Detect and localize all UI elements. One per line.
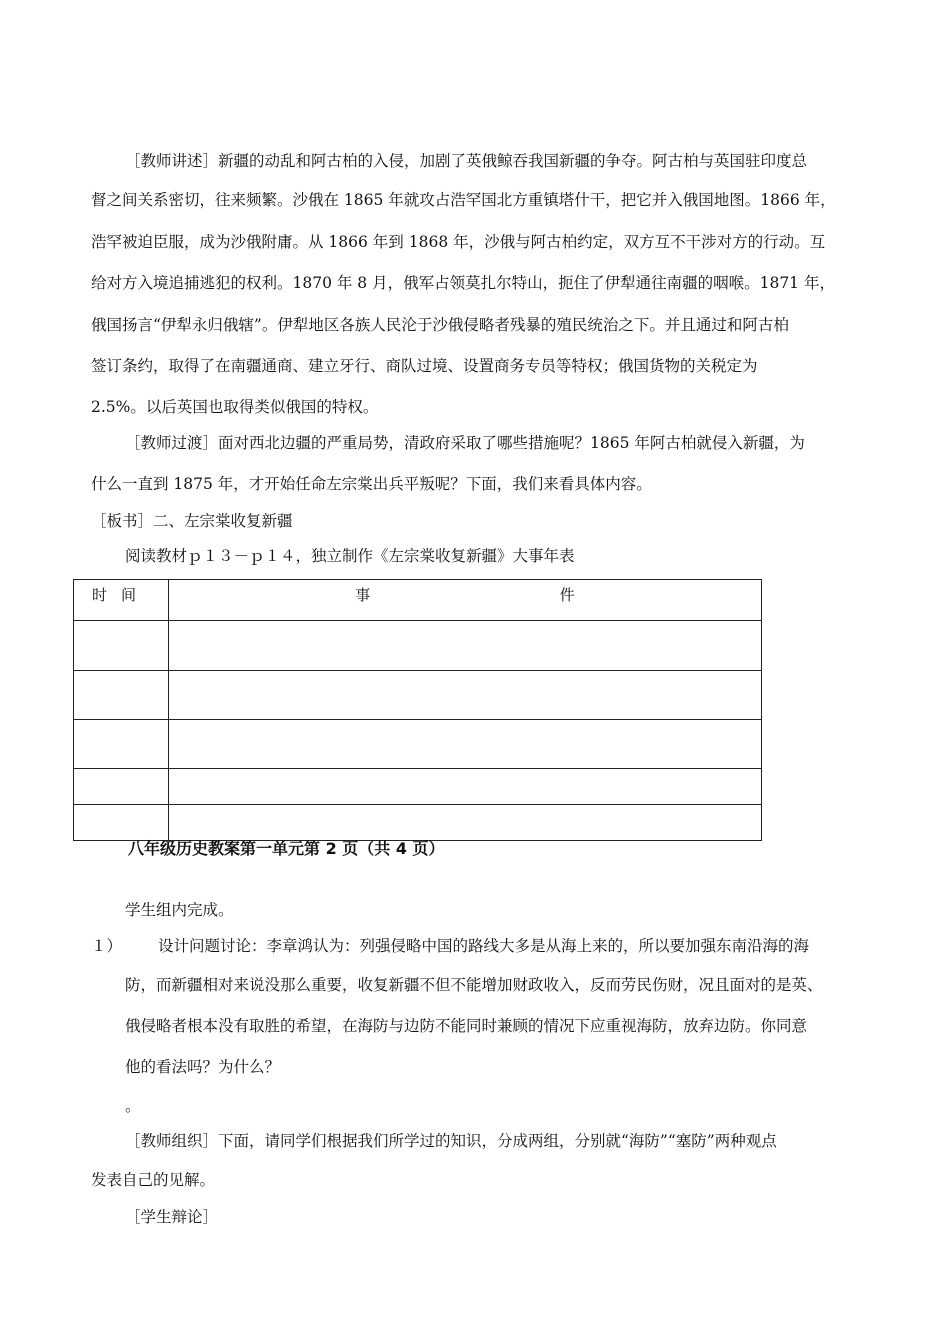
paragraph1-line-4: 给对方入境追捕逃犯的权利。1870 年 8 月，俄军占领莫扎尔特山，扼住了伊犁通往南疆的咽喉。1871 年， bbox=[91, 274, 835, 292]
event-timeline-table bbox=[73, 579, 762, 841]
paragraph1-line-5: 俄国扬言“伊犁永归俄辖”。伊犁地区各族人民沦于沙俄侵略者残暴的殖民统治之下。并且通过和阿古柏 bbox=[91, 316, 789, 334]
table-row bbox=[74, 805, 762, 841]
paragraph3-line-2: 发表自己的见解。 bbox=[91, 1171, 216, 1189]
header-time: 时间 bbox=[74, 580, 169, 621]
header-event-left: 事 bbox=[355, 586, 371, 604]
paragraph2-line-1: ［教师过渡］面对西北边疆的严重局势，清政府采取了哪些措施呢？1865 年阿古柏就侵入新疆，为 bbox=[125, 434, 805, 452]
table-row bbox=[74, 671, 762, 720]
event-cell[interactable] bbox=[169, 621, 762, 671]
time-cell[interactable] bbox=[74, 621, 169, 671]
question-line-3: 俄侵略者根本没有取胜的希望，在海防与边防不能同时兼顾的情况下应重视海防，放弃边防。你同意 bbox=[125, 1017, 808, 1035]
paragraph1-line-2: 督之间关系密切，往来频繁。沙俄在 1865 年就攻占浩罕国北方重镇塔什干，把它并入俄国地图。1866 年， bbox=[91, 191, 836, 209]
question-line-1: 设计问题讨论：李章鸿认为：列强侵略中国的路线大多是从海上来的，所以要加强东南沿海的海 bbox=[158, 937, 810, 955]
paragraph1-line-6: 签订条约，取得了在南疆通商、建立牙行、商队过境、设置商务专员等特权；俄国货物的关税定为 bbox=[91, 357, 758, 375]
paragraph2-line-2: 什么一直到 1875 年，才开始任命左宗棠出兵平叛呢？下面，我们来看具体内容。 bbox=[91, 475, 652, 493]
question-trailing-mark: 。 bbox=[125, 1097, 141, 1115]
table-row bbox=[74, 720, 762, 769]
header-event-right: 件 bbox=[559, 586, 575, 604]
question-number: １） bbox=[91, 937, 123, 955]
paragraph1-line-7: 2.5%。以后英国也取得类似俄国的特权。 bbox=[91, 398, 379, 416]
event-cell[interactable] bbox=[169, 720, 762, 769]
board-note: ［板书］二、左宗棠收复新疆 bbox=[91, 512, 293, 530]
paragraph1-line-3: 浩罕被迫臣服，成为沙俄附庸。从 1866 年到 1868 年，沙俄与阿古柏约定，双方互不干涉对方的行动。互 bbox=[91, 233, 826, 251]
question-line-2: 防，而新疆相对来说没那么重要，收复新疆不但不能增加财政收入，反而劳民伤财，况且面对的是英、 bbox=[125, 976, 823, 994]
paragraph1-line-1: ［教师讲述］新疆的动乱和阿古柏的入侵，加剧了英俄鲸吞我国新疆的争夺。阿古柏与英国驻印度总 bbox=[125, 152, 808, 170]
time-cell[interactable] bbox=[74, 671, 169, 720]
group-task: 学生组内完成。 bbox=[125, 901, 234, 919]
event-cell[interactable] bbox=[169, 805, 762, 841]
question-line-4: 他的看法吗？为什么？ bbox=[125, 1058, 281, 1076]
table-header-row bbox=[74, 580, 762, 621]
event-cell[interactable] bbox=[169, 769, 762, 805]
table-row bbox=[74, 769, 762, 805]
event-cell[interactable] bbox=[169, 671, 762, 720]
table-row bbox=[74, 621, 762, 671]
student-debate: ［学生辩论］ bbox=[125, 1208, 219, 1226]
header-event bbox=[169, 580, 762, 621]
time-cell[interactable] bbox=[74, 769, 169, 805]
page-footer: 八年级历史教案第一单元第 2 页（共 4 页） bbox=[128, 839, 445, 858]
time-cell[interactable] bbox=[74, 720, 169, 769]
reading-instruction: 阅读教材ｐ１３－ｐ１４，独立制作《左宗棠收复新疆》大事年表 bbox=[125, 547, 575, 565]
time-cell[interactable] bbox=[74, 805, 169, 841]
paragraph3-line-1: ［教师组织］下面，请同学们根据我们所学过的知识，分成两组，分别就“海防”“塞防”两种观点 bbox=[125, 1132, 777, 1150]
